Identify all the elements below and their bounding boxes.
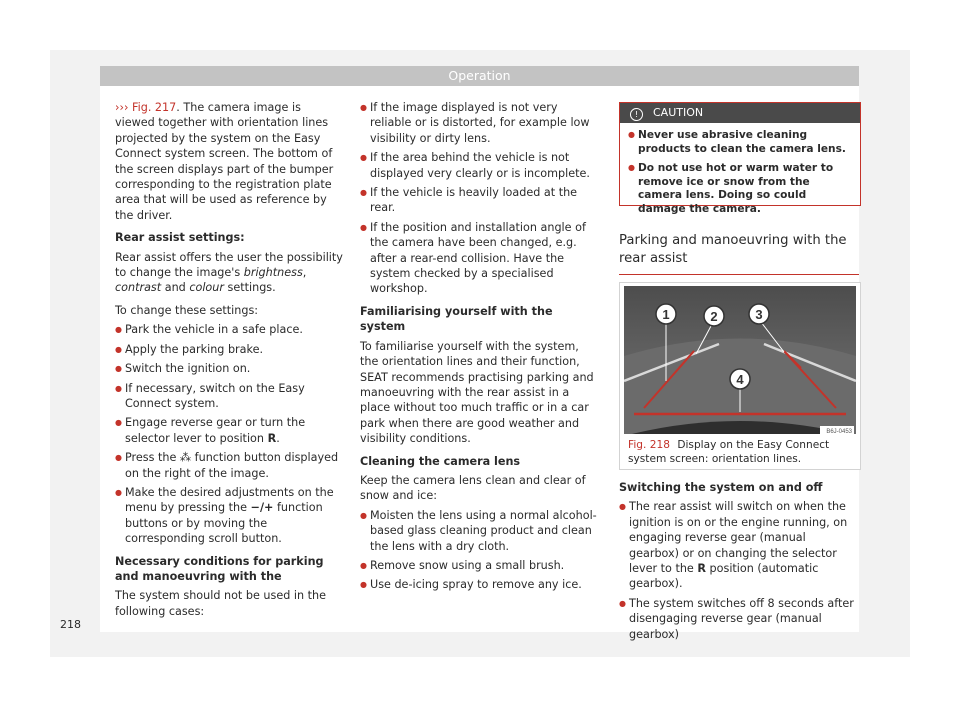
list-item: ● Park the vehicle in a safe place. [115, 322, 343, 337]
figure-caption-text: Display on the Easy Connect system screen: orientation lines. [628, 439, 830, 465]
gear-position-r: R [267, 431, 277, 445]
settings-function-icon: ⁂ [179, 451, 192, 465]
figure-218 [619, 282, 861, 470]
callout-3 [749, 304, 769, 324]
caution-title: CAUTION [653, 106, 704, 119]
switch-position-r: R [697, 562, 706, 576]
callout-label-3: 3 [755, 307, 763, 322]
figure-label: Fig. 218 [628, 439, 670, 451]
section-title: Parking and manoeuvring with the rear assist [619, 232, 859, 275]
colour-term: colour [189, 281, 224, 295]
list-item-adjust [115, 485, 343, 547]
column-middle [360, 100, 600, 597]
rear-camera-image [624, 286, 856, 434]
familiar-heading: Familiarising yourself with the system [360, 304, 553, 334]
list-item: ● Use de-icing spray to remove any ice. [360, 577, 600, 592]
brightness-term: brightness [243, 266, 303, 280]
switch-on-text-a: The rear assist will switch on when the ignition is on or the engine running, on engaging reverse gear (manual gearbox) or on changing the selector lever to the [629, 500, 848, 576]
caution-header [620, 103, 860, 123]
callout-label-4: 4 [736, 372, 744, 387]
cleaning-text: Keep the camera lens clean and clear of snow and ice: [360, 473, 586, 503]
caution-icon: ! [630, 108, 643, 121]
list-item: ● If the vehicle is heavily loaded at the rear. [360, 185, 600, 216]
intro-text: . The camera image is viewed together with orientation lines projected by the system on the Easy Connect system screen. The bottom of the screen displays part of the bumper corresponding to the registration plate area that will be used as reference by the driver. [115, 101, 334, 222]
list-item: ● If necessary, switch on the Easy Connect system. [115, 381, 343, 412]
settings-comma: , [302, 266, 307, 280]
gear-text-a: Engage reverse gear or turn the selector lever to position [125, 416, 306, 445]
adjust-text-a: Make the desired adjustments on the menu by pressing the [125, 485, 334, 515]
switching-heading: Switching the system on and off [619, 481, 823, 494]
press-text-a: Press the [125, 451, 180, 465]
familiar-text: To familiarise yourself with the system, the orientation lines and their function, SEAT recommends practising parking and manoeuvring with the rear assist in a place without too much traffic or in a car park when there are good weather and visibility conditions. [360, 339, 594, 446]
minus-plus-keys: −/+ [250, 501, 274, 515]
caution-item: ● Do not use hot or warm water to remove ice or snow from the camera lens. Doing so could damage the camera. [628, 161, 852, 216]
list-item-gear [115, 415, 343, 446]
figure-ref-217[interactable]: Fig. 217 [131, 101, 177, 114]
conditions-heading: Necessary conditions for parking and manoeuvring with the [115, 554, 324, 583]
adjust-text-b: function buttons or by moving the corresponding scroll button. [125, 501, 323, 546]
list-item: ● Moisten the lens using a normal alcohol-based glass cleaning product and clean the lens with a dry cloth. [360, 508, 600, 554]
callout-1 [656, 304, 676, 324]
intro-paragraph [115, 100, 343, 223]
list-item-press [115, 450, 343, 481]
list-item: ● If the image displayed is not very reliable or is distorted, for example low visibility or dirty lens. [360, 100, 600, 146]
settings-text-b: settings. [223, 281, 276, 295]
figure-code: B6J-0453 [826, 429, 852, 434]
figure-caption [628, 439, 856, 466]
switch-on-text-b: position (automatic gearbox). [629, 562, 819, 591]
switching-section [619, 480, 859, 646]
gear-text-b: . [276, 431, 280, 445]
page-header: Operation [100, 66, 859, 86]
callout-label-1: 1 [662, 307, 670, 322]
list-item-switch-off: ● The system switches off 8 seconds after disengaging reverse gear (manual gearbox) [619, 596, 859, 642]
callout-4 [730, 369, 750, 389]
caution-item: ● Never use abrasive cleaning products to clean the camera lens. [628, 128, 852, 156]
caution-box [619, 102, 861, 215]
list-item: ● Switch the ignition on. [115, 361, 343, 376]
callout-2 [704, 306, 724, 326]
cleaning-heading: Cleaning the camera lens [360, 454, 521, 468]
caution-body [620, 123, 860, 217]
callout-label-2: 2 [710, 309, 718, 324]
conditions-text: The system should not be used in the following cases: [115, 589, 326, 618]
list-item: ● Remove snow using a small brush. [360, 558, 600, 573]
column-left [115, 100, 343, 626]
change-text: To change these settings: [115, 303, 259, 317]
settings-heading: Rear assist settings: [115, 231, 245, 245]
contrast-term: contrast [115, 281, 162, 295]
settings-and: and [161, 281, 190, 295]
list-item-switch-on [619, 499, 859, 591]
list-item: ● If the area behind the vehicle is not displayed very clearly or is incomplete. [360, 150, 600, 181]
page-number: 218 [60, 618, 81, 631]
list-item: ● Apply the parking brake. [115, 342, 343, 357]
continuation-arrows: ››› [115, 101, 129, 114]
settings-paragraph [115, 250, 343, 296]
press-text-b: function button displayed on the right of the image. [125, 451, 339, 480]
list-item: ● If the position and installation angle of the camera have been changed, e.g. after a rear-end collision. Have the system checked by a specialised workshop. [360, 220, 600, 297]
settings-text-a: Rear assist offers the user the possibility to change the image's [115, 250, 343, 280]
